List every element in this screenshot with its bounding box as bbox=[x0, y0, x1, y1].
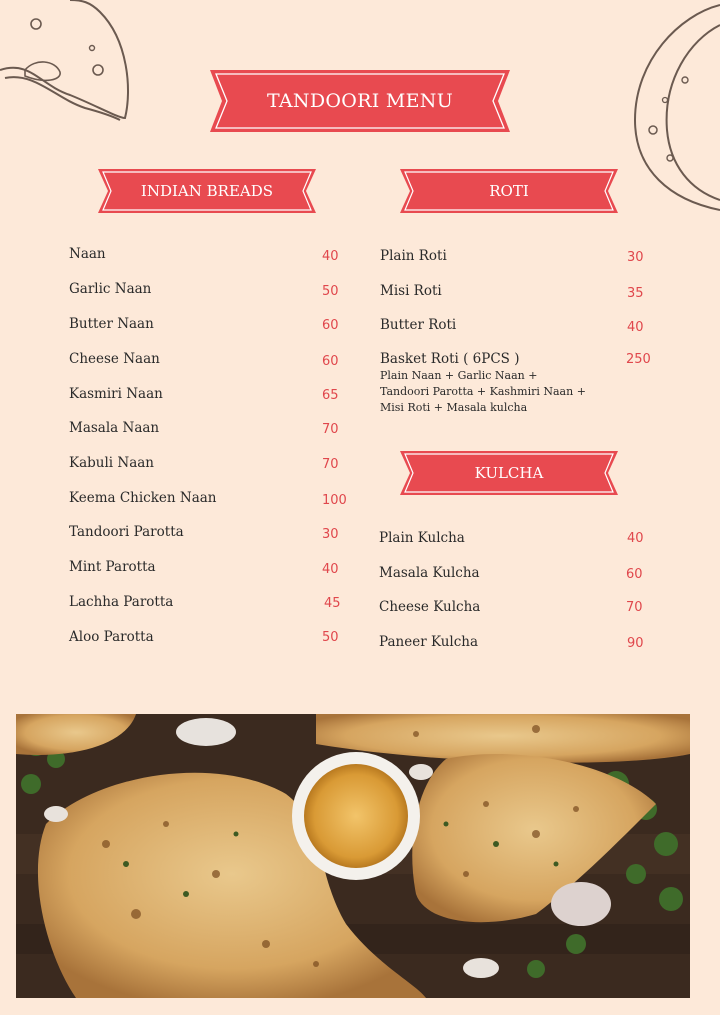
menu-item-price: 60 bbox=[626, 567, 643, 582]
naan-bread-photo bbox=[16, 714, 690, 998]
menu-item-name: Paneer Kulcha bbox=[379, 634, 479, 650]
roti-heading: ROTI bbox=[489, 182, 529, 200]
menu-item-price: 40 bbox=[627, 320, 644, 335]
menu-item-price: 30 bbox=[322, 527, 339, 542]
menu-item-price: 40 bbox=[627, 531, 644, 546]
menu-item-name: Plain Roti bbox=[380, 248, 447, 264]
menu-item-name: Kabuli Naan bbox=[69, 455, 155, 471]
menu-item-price: 65 bbox=[322, 388, 339, 403]
roti-banner bbox=[400, 169, 618, 213]
menu-item-name: Cheese Kulcha bbox=[379, 599, 481, 615]
menu-item-name: Butter Roti bbox=[380, 317, 457, 333]
menu-item-price: 100 bbox=[322, 493, 347, 508]
menu-item-name: Lachha Parotta bbox=[69, 594, 174, 610]
kulcha-banner bbox=[400, 451, 618, 495]
menu-item-name: Masala Naan bbox=[69, 420, 160, 436]
menu-item-name: Butter Naan bbox=[69, 316, 154, 332]
menu-item-price: 40 bbox=[322, 249, 339, 264]
kulcha-heading: KULCHA bbox=[474, 464, 544, 482]
menu-item-price: 90 bbox=[627, 636, 644, 651]
menu-item-price: 60 bbox=[322, 354, 339, 369]
menu-item-name: Basket Roti ( 6PCS ) bbox=[380, 351, 520, 367]
menu-item-name: Kasmiri Naan bbox=[69, 386, 163, 402]
description-line: Plain Naan + Garlic Naan + bbox=[380, 369, 538, 382]
menu-title: TANDOORI MENU bbox=[266, 90, 454, 112]
menu-item-price: 60 bbox=[322, 318, 339, 333]
description-line: Tandoori Parotta + Kashmiri Naan + bbox=[380, 385, 586, 398]
menu-item-name: Masala Kulcha bbox=[379, 565, 480, 581]
menu-item-name: Aloo Parotta bbox=[69, 629, 154, 645]
menu-item-price: 70 bbox=[626, 600, 643, 615]
menu-item-name: Naan bbox=[69, 246, 106, 262]
naan-sketch-top-right-icon bbox=[625, 0, 720, 215]
menu-item-name: Mint Parotta bbox=[69, 559, 156, 575]
menu-item-price: 50 bbox=[322, 630, 339, 645]
menu-item-name: Keema Chicken Naan bbox=[69, 490, 217, 506]
indian-breads-heading: INDIAN BREADS bbox=[140, 182, 274, 200]
menu-item-price: 50 bbox=[322, 284, 339, 299]
basket-roti-description bbox=[380, 368, 610, 416]
menu-item-price: 45 bbox=[324, 596, 341, 611]
menu-item-name: Garlic Naan bbox=[69, 281, 152, 297]
naan-sketch-top-left-icon bbox=[0, 0, 135, 125]
menu-item-price: 30 bbox=[627, 250, 644, 265]
menu-item-name: Cheese Naan bbox=[69, 351, 160, 367]
menu-item-name: Misi Roti bbox=[380, 283, 442, 299]
menu-item-name: Plain Kulcha bbox=[379, 530, 465, 546]
menu-title-banner bbox=[210, 70, 510, 132]
menu-item-price: 35 bbox=[627, 286, 644, 301]
description-line: Misi Roti + Masala kulcha bbox=[380, 401, 528, 414]
indian-breads-banner bbox=[98, 169, 316, 213]
menu-item-price: 70 bbox=[322, 457, 339, 472]
menu-item-name: Tandoori Parotta bbox=[69, 524, 184, 540]
menu-item-price: 70 bbox=[322, 422, 339, 437]
menu-item-price: 40 bbox=[322, 562, 339, 577]
menu-item-price: 250 bbox=[626, 352, 651, 367]
